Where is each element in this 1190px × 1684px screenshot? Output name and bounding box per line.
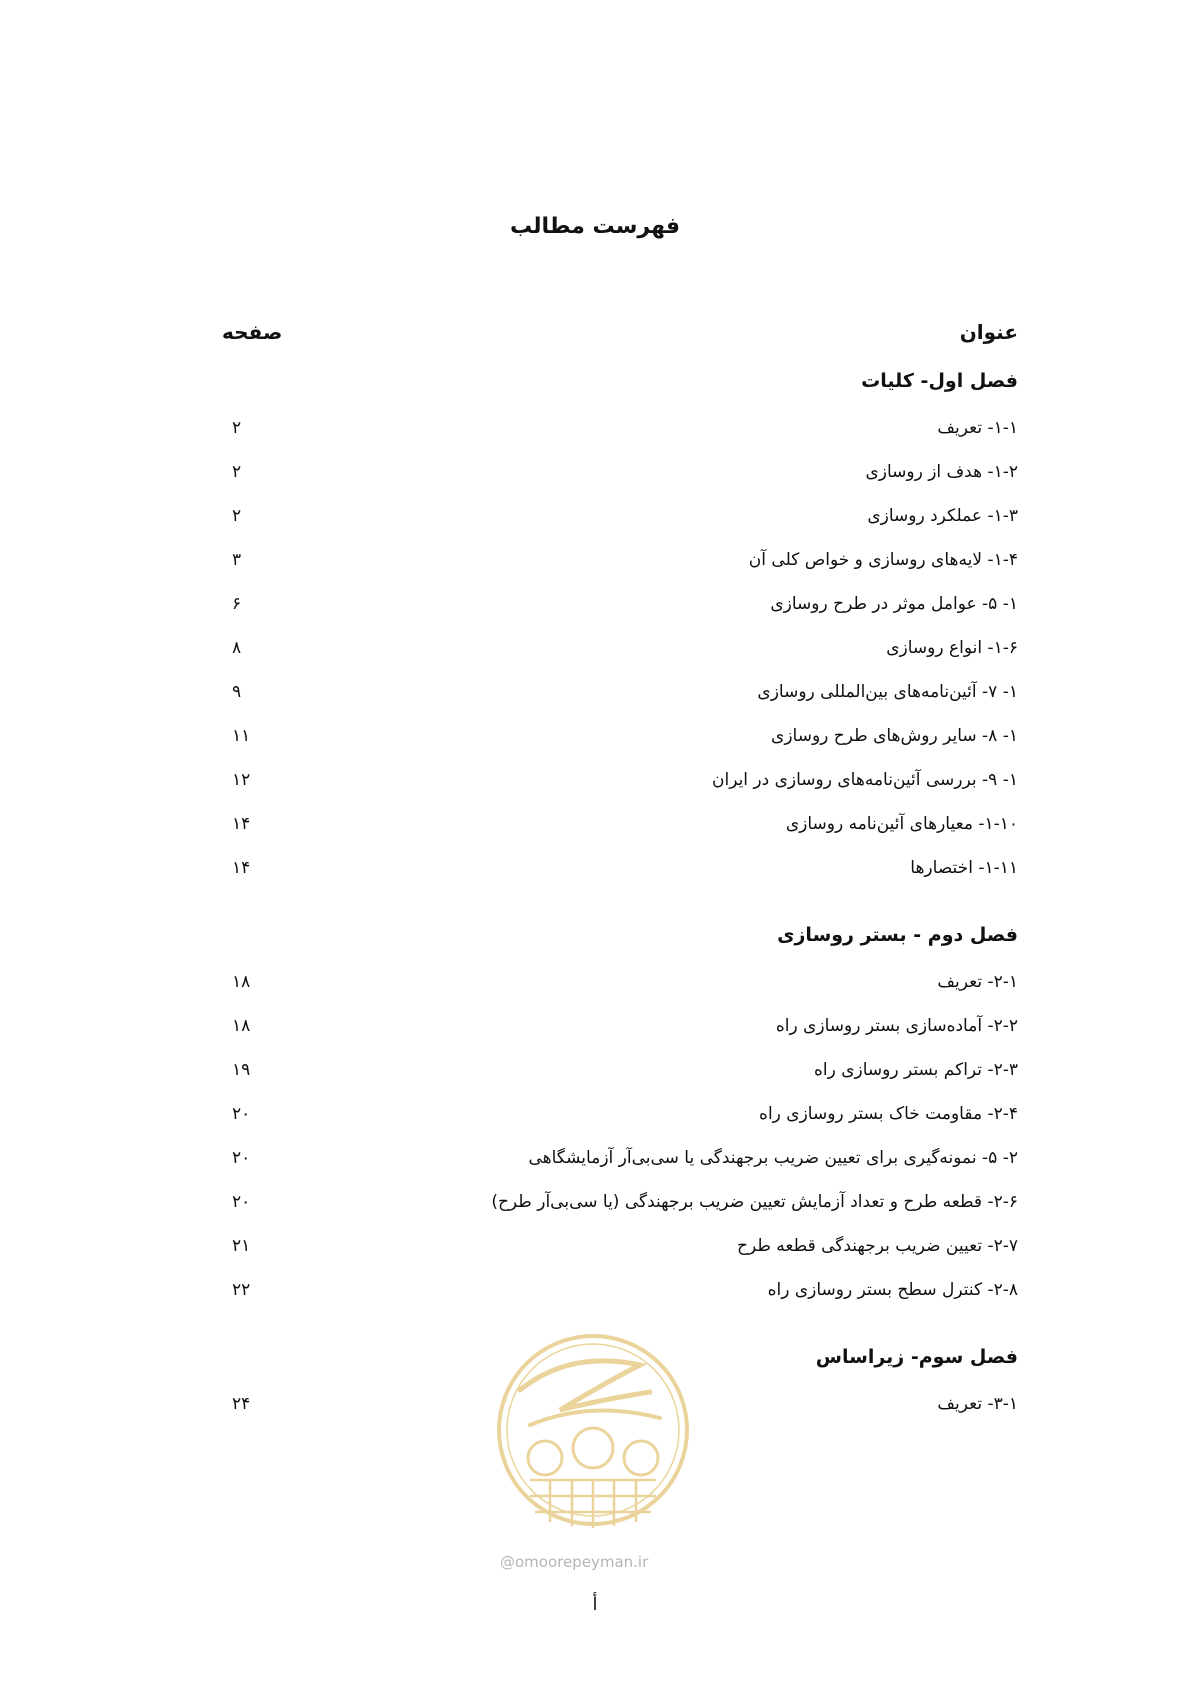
- toc-entry-page: ۲۰: [232, 1148, 251, 1168]
- watermark-logo: [490, 1330, 696, 1550]
- column-header-title: عنوان: [959, 320, 1018, 344]
- toc-entry-page: ۱۲: [232, 770, 251, 790]
- chapter-heading-text: فصل دوم - بستر روسازی: [777, 924, 1018, 946]
- toc-entry-label: ۱-۲- هدف از روسازی: [865, 462, 1018, 482]
- toc-entry-page: ۸: [232, 638, 242, 658]
- toc-entry-page: ۲۰: [232, 1192, 251, 1212]
- toc-entry-label: ۱- ۹- بررسی آئین‌نامه‌های روسازی در ایران: [711, 770, 1018, 790]
- toc-entry[interactable]: [0, 550, 1190, 590]
- chapter-heading: [0, 924, 1190, 964]
- toc-entry-page: ۲: [232, 506, 242, 526]
- toc-entry-page: ۹: [232, 682, 242, 702]
- toc-entry[interactable]: [0, 682, 1190, 722]
- toc-entry-label: ۱-۱- تعریف: [937, 418, 1018, 438]
- toc-entry[interactable]: [0, 1192, 1190, 1232]
- toc-entry-page: ۲۲: [232, 1280, 251, 1300]
- toc-entry[interactable]: [0, 1236, 1190, 1276]
- toc-entry-label: ۱-۱۱- اختصارها: [910, 858, 1018, 878]
- toc-entry[interactable]: [0, 1148, 1190, 1188]
- toc-entry-page: ۱۸: [232, 972, 251, 992]
- toc-entry[interactable]: [0, 814, 1190, 854]
- toc-entry[interactable]: [0, 1060, 1190, 1100]
- toc-entry[interactable]: [0, 1104, 1190, 1144]
- toc-entry-label: ۱-۶- انواع روسازی: [886, 638, 1018, 658]
- page-number: أ: [592, 1594, 598, 1615]
- toc-entry-label: ۲-۴- مقاومت خاک بستر روسازی راه: [759, 1104, 1018, 1124]
- toc-entry-label: ۳-۱- تعریف: [937, 1394, 1018, 1414]
- toc-entry-label: ۲-۳- تراکم بستر روسازی راه: [813, 1060, 1018, 1080]
- toc-entry-page: ۲۱: [232, 1236, 251, 1256]
- toc-entry-label: ۲-۸- کنترل سطح بستر روسازی راه: [767, 1280, 1018, 1300]
- toc-entry-label: ۱-۳- عملکرد روسازی: [867, 506, 1018, 526]
- watermark-url: @omoorepeyman.ir: [500, 1553, 649, 1571]
- toc-entry-page: ۶: [232, 594, 242, 614]
- toc-entry[interactable]: [0, 770, 1190, 810]
- toc-entry[interactable]: [0, 858, 1190, 898]
- toc-entry[interactable]: [0, 594, 1190, 634]
- toc-entry-page: ۱۸: [232, 1016, 251, 1036]
- toc-entry-page: ۲۴: [232, 1394, 251, 1414]
- toc-entry-label: ۱-۴- لایه‌های روسازی و خواص کلی آن: [748, 550, 1018, 570]
- toc-entry-page: ۲۰: [232, 1104, 251, 1124]
- page-title: فهرست مطالب: [509, 214, 681, 239]
- toc-entry[interactable]: [0, 1016, 1190, 1056]
- toc-entry[interactable]: [0, 1280, 1190, 1320]
- toc-entry-page: ۱۴: [232, 814, 251, 834]
- toc-entry-page: ۲: [232, 462, 242, 482]
- toc-entry-label: ۲- ۵- نمونه‌گیری برای تعیین ضریب برجهندگی یا سی‌بی‌آر آزمایشگاهی: [528, 1148, 1018, 1168]
- toc-entry-page: ۳: [232, 550, 242, 570]
- toc-entry[interactable]: [0, 638, 1190, 678]
- toc-entry[interactable]: [0, 506, 1190, 546]
- toc-entry-label: ۲-۶- قطعه طرح و تعداد آزمایش تعیین ضریب برجهندگی (یا سی‌بی‌آر طرح): [491, 1192, 1018, 1212]
- toc-entry-label: ۲-۱- تعریف: [937, 972, 1018, 992]
- toc-entry-label: ۲-۲- آماده‌سازی بستر روسازی راه: [775, 1016, 1018, 1036]
- toc-entry-page: ۱۴: [232, 858, 251, 878]
- toc-entry[interactable]: [0, 972, 1190, 1012]
- toc-entry-label: ۱-۱۰- معیارهای آئین‌نامه روسازی: [785, 814, 1018, 834]
- toc-entry[interactable]: [0, 418, 1190, 458]
- toc-entry-label: ۱- ۵- عوامل موثر در طرح روسازی: [770, 594, 1018, 614]
- toc-entry-page: ۱۱: [232, 726, 251, 746]
- column-header-page: صفحه: [222, 320, 283, 344]
- toc-entry[interactable]: [0, 462, 1190, 502]
- toc-entry-label: ۲-۷- تعیین ضریب برجهندگی قطعه طرح: [737, 1236, 1018, 1256]
- toc-entry-label: ۱- ۷- آئین‌نامه‌های بین‌المللی روسازی: [757, 682, 1018, 702]
- chapter-heading-text: فصل سوم- زیراساس: [815, 1346, 1018, 1368]
- toc-entry-label: ۱- ۸- سایر روش‌های طرح روسازی: [771, 726, 1018, 746]
- toc-entry[interactable]: [0, 726, 1190, 766]
- toc-entry-page: ۲: [232, 418, 242, 438]
- toc-entry-page: ۱۹: [232, 1060, 251, 1080]
- chapter-heading: [0, 370, 1190, 410]
- chapter-heading-text: فصل اول- کلیات: [861, 370, 1018, 392]
